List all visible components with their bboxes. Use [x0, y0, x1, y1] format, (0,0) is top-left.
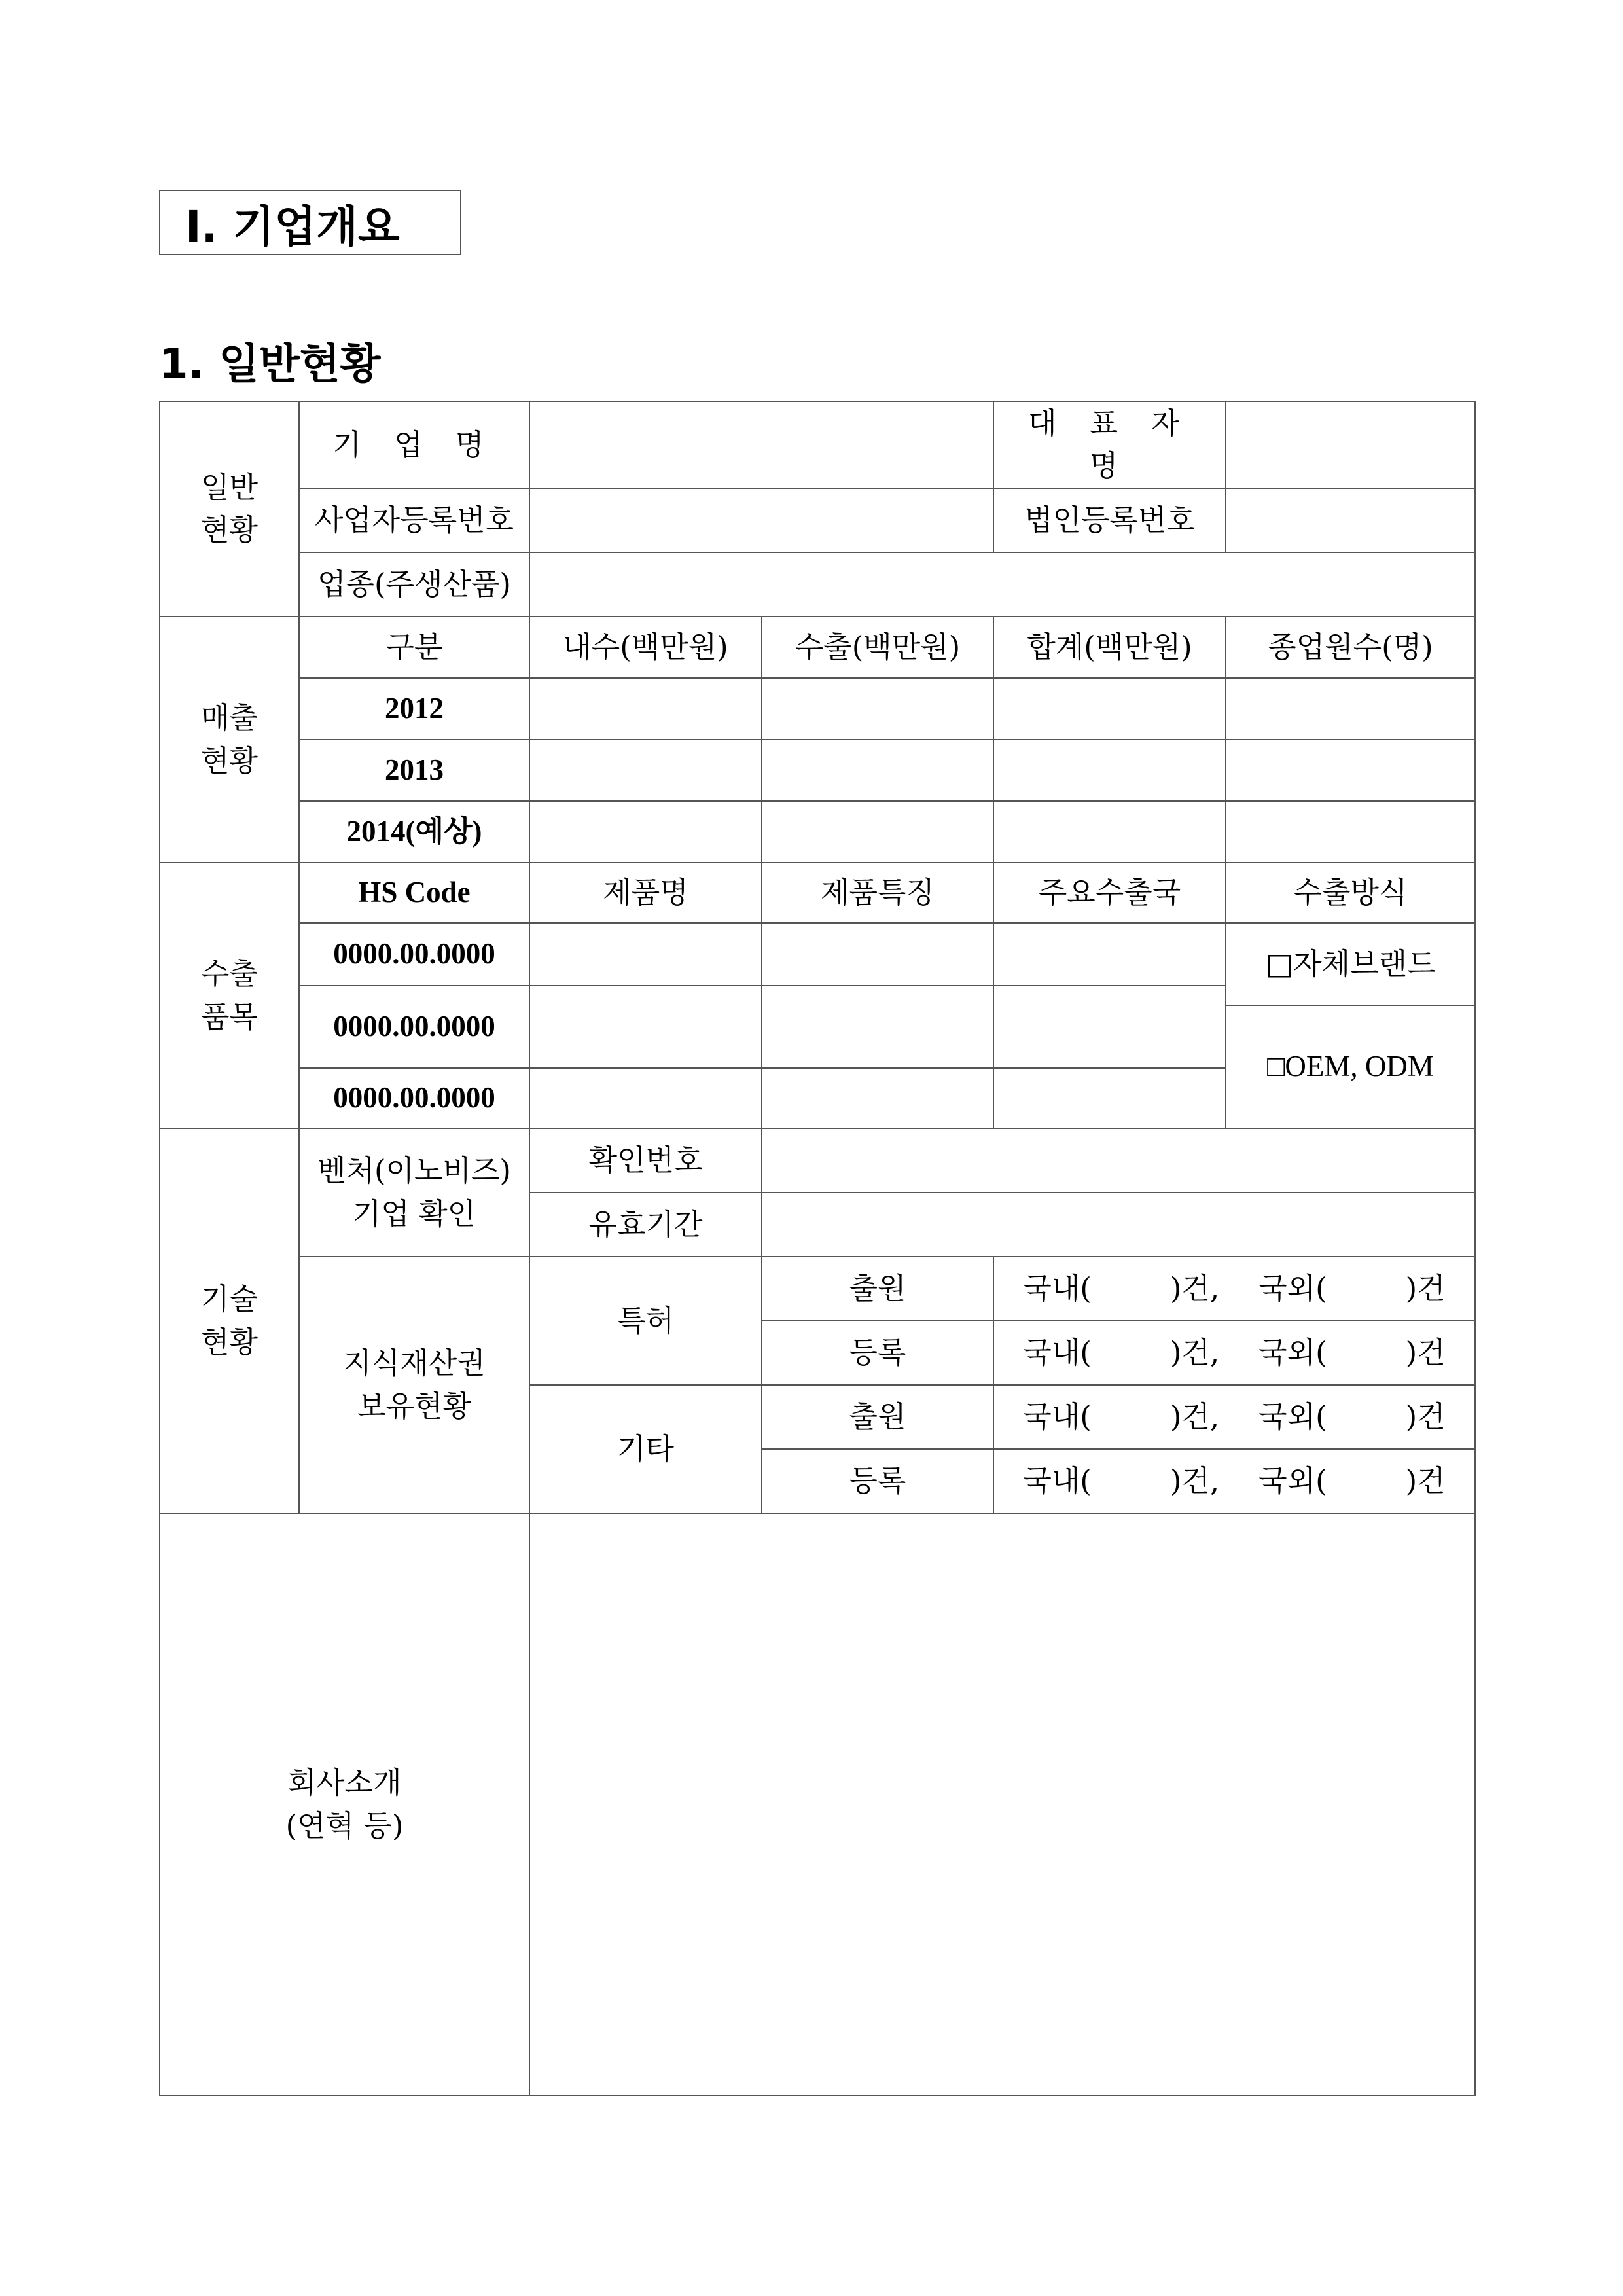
patent-register-label: 등록 — [762, 1321, 993, 1385]
foreign-suffix: )건 — [1405, 1270, 1446, 1306]
sales-domestic-field[interactable] — [529, 678, 762, 740]
corp-reg-no-label: 법인등록번호 — [993, 488, 1226, 552]
sales-year-row-label: 2013 — [299, 740, 529, 801]
other-register-count[interactable] — [993, 1449, 1475, 1513]
patent-label: 특허 — [529, 1257, 762, 1385]
other-register-label: 등록 — [762, 1449, 993, 1513]
product-feature-field[interactable] — [762, 1068, 993, 1128]
company-intro-label: 회사소개 (연혁 등) — [160, 1513, 529, 2096]
sales-export-field[interactable] — [762, 678, 993, 740]
ip-holdings-label: 지식재산권 보유현황 — [299, 1257, 529, 1513]
hs-code-cell: 0000.00.0000 — [299, 986, 529, 1068]
domestic-label: 국내( — [1023, 1270, 1092, 1306]
product-feature-field[interactable] — [762, 986, 993, 1068]
company-name-label: 기 업 명 — [299, 401, 529, 488]
sales-header-employees: 종업원수(명) — [1226, 617, 1475, 678]
foreign-suffix: )건 — [1405, 1463, 1446, 1498]
foreign-label: 국외( — [1258, 1335, 1327, 1370]
venture-confirm-label: 벤처(이노비즈) 기업 확인 — [299, 1128, 529, 1257]
hs-code-cell: 0000.00.0000 — [299, 1068, 529, 1128]
biz-reg-no-field[interactable] — [529, 488, 993, 552]
industry-field[interactable] — [529, 552, 1475, 617]
sales-export-field[interactable] — [762, 740, 993, 801]
biz-reg-no-label: 사업자등록번호 — [299, 488, 529, 552]
export-header-product-name: 제품명 — [529, 863, 762, 923]
foreign-suffix: )건 — [1405, 1399, 1446, 1434]
sales-year-row-label: 2014(예상) — [299, 801, 529, 863]
patent-apply-count[interactable] — [993, 1257, 1475, 1321]
export-items-group-label: 수출 품목 — [160, 863, 299, 1128]
foreign-label: 국외( — [1258, 1399, 1327, 1434]
sales-employees-field[interactable] — [1226, 740, 1475, 801]
domestic-suffix: )건, — [1169, 1463, 1220, 1498]
patent-register-count[interactable] — [993, 1321, 1475, 1385]
sales-total-field[interactable] — [993, 740, 1226, 801]
sales-domestic-field[interactable] — [529, 740, 762, 801]
foreign-suffix: )건 — [1405, 1335, 1446, 1370]
sales-header-export: 수출(백만원) — [762, 617, 993, 678]
valid-period-label: 유효기간 — [529, 1193, 762, 1257]
own-brand-checkbox[interactable]: □자체브랜드 — [1226, 923, 1475, 1005]
valid-period-field[interactable] — [762, 1193, 1475, 1257]
sales-year-row-label: 2012 — [299, 678, 529, 740]
hs-code-cell: 0000.00.0000 — [299, 923, 529, 986]
domestic-suffix: )건, — [1169, 1399, 1220, 1434]
confirm-number-label: 확인번호 — [529, 1128, 762, 1193]
sales-header-total: 합계(백만원) — [993, 617, 1226, 678]
other-apply-count[interactable] — [993, 1385, 1475, 1449]
export-header-method: 수출방식 — [1226, 863, 1475, 923]
export-header-hs-code: HS Code — [299, 863, 529, 923]
patent-apply-label: 출원 — [762, 1257, 993, 1321]
sales-export-field[interactable] — [762, 801, 993, 863]
main-country-field[interactable] — [993, 986, 1226, 1068]
chapter-title: Ⅰ. 기업개요 — [159, 190, 461, 255]
foreign-label: 국외( — [1258, 1270, 1327, 1306]
domestic-label: 국내( — [1023, 1335, 1092, 1370]
tech-group-label: 기술 현황 — [160, 1128, 299, 1513]
industry-label: 업종(주생산품) — [299, 552, 529, 617]
foreign-label: 국외( — [1258, 1463, 1327, 1498]
export-header-main-country: 주요수출국 — [993, 863, 1226, 923]
main-country-field[interactable] — [993, 923, 1226, 986]
sales-header-domestic: 내수(백만원) — [529, 617, 762, 678]
sales-group-label: 매출 현황 — [160, 617, 299, 863]
ceo-name-label: 대 표 자 명 — [993, 401, 1226, 488]
general-group-label: 일반 현황 — [160, 401, 299, 617]
domestic-label: 국내( — [1023, 1463, 1092, 1498]
sales-total-field[interactable] — [993, 678, 1226, 740]
company-overview-form — [159, 401, 1476, 2096]
product-name-field[interactable] — [529, 986, 762, 1068]
company-name-field[interactable] — [529, 401, 993, 488]
product-name-field[interactable] — [529, 1068, 762, 1128]
other-ip-label: 기타 — [529, 1385, 762, 1513]
ceo-name-field[interactable] — [1226, 401, 1475, 488]
main-country-field[interactable] — [993, 1068, 1226, 1128]
sales-employees-field[interactable] — [1226, 801, 1475, 863]
domestic-suffix: )건, — [1169, 1270, 1220, 1306]
export-header-product-feature: 제품특징 — [762, 863, 993, 923]
corp-reg-no-field[interactable] — [1226, 488, 1475, 552]
sales-employees-field[interactable] — [1226, 678, 1475, 740]
domestic-label: 국내( — [1023, 1399, 1092, 1434]
product-feature-field[interactable] — [762, 923, 993, 986]
oem-odm-checkbox[interactable]: □OEM, ODM — [1226, 1005, 1475, 1128]
product-name-field[interactable] — [529, 923, 762, 986]
other-apply-label: 출원 — [762, 1385, 993, 1449]
company-intro-field[interactable] — [529, 1513, 1475, 2096]
sales-header-category: 구분 — [299, 617, 529, 678]
domestic-suffix: )건, — [1169, 1335, 1220, 1370]
sales-total-field[interactable] — [993, 801, 1226, 863]
sales-domestic-field[interactable] — [529, 801, 762, 863]
confirm-number-field[interactable] — [762, 1128, 1475, 1193]
section-title: 1. 일반현황 — [159, 340, 381, 389]
